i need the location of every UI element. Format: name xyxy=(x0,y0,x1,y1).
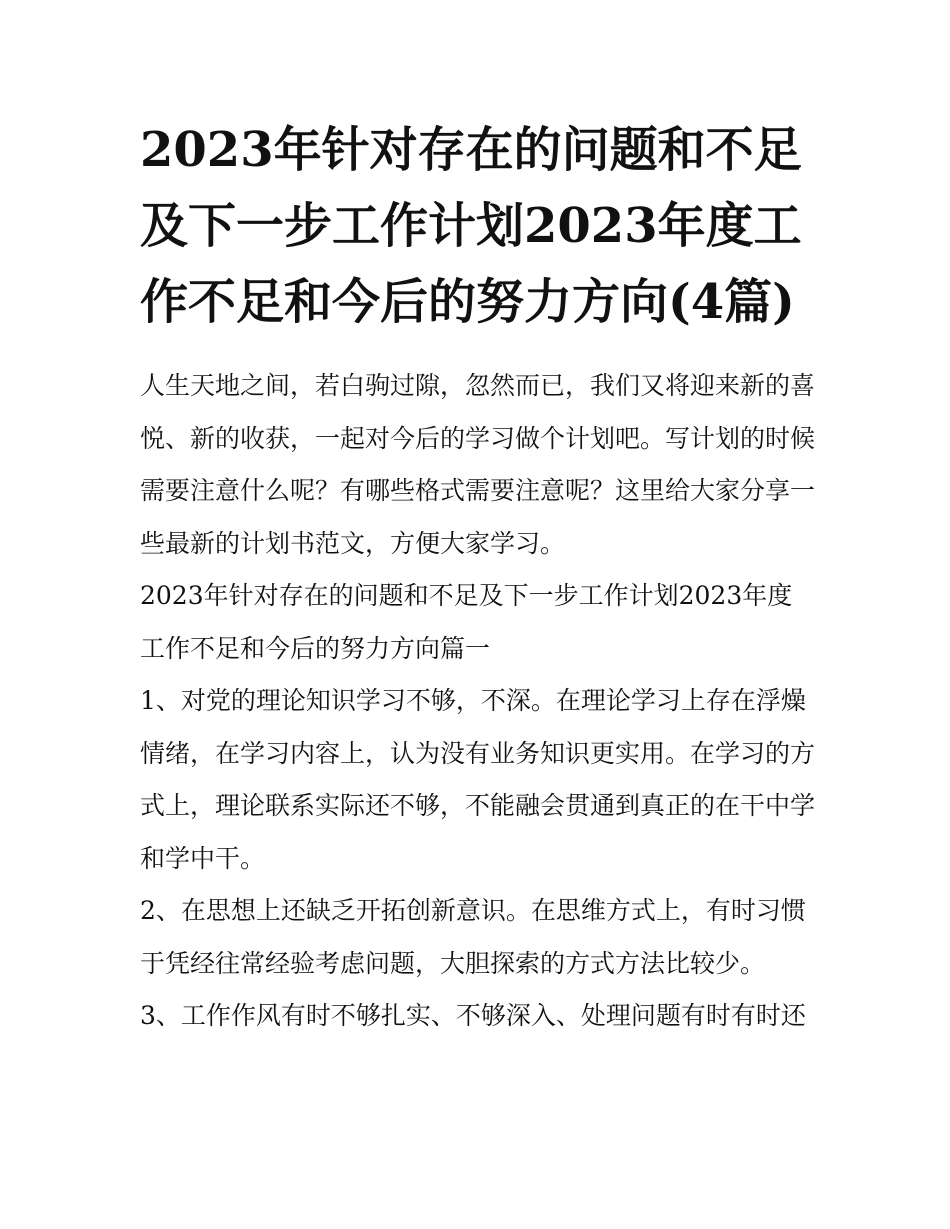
list-item-3: 3、工作作风有时不够扎实、不够深入、处理问题有时有时还 xyxy=(140,1001,806,1030)
list-item-1: 1、对党的理论知识学习不够，不深。在理论学习上存在浮燥情绪，在学习内容上，认为没有业务知识更实用。在学习的方式上，理论联系实际还不够，不能融会贯通到真正的在干中学和学中干。 xyxy=(140,686,816,873)
list-item-2: 2、在思想上还缺乏开拓创新意识。在思维方式上，有时习惯于凭经往常经验考虑问题，大胆探索的方式方法比较少。 xyxy=(140,896,806,978)
document-body xyxy=(140,360,816,1043)
section-heading: 2023年针对存在的问题和不足及下一步工作计划2023年度工作不足和今后的努力方向篇一 xyxy=(140,581,793,663)
document-page xyxy=(140,112,816,1043)
intro-paragraph: 人生天地之间，若白驹过隙，忽然而已，我们又将迎来新的喜悦、新的收获，一起对今后的学习做个计划吧。写计划的时候需要注意什么呢？有哪些格式需要注意呢？这里给大家分享一些最新的计划书范文，方便大家学习。 xyxy=(140,371,816,558)
document-title: 2023年针对存在的问题和不足及下一步工作计划2023年度工作不足和今后的努力方向(4篇) xyxy=(140,122,802,330)
